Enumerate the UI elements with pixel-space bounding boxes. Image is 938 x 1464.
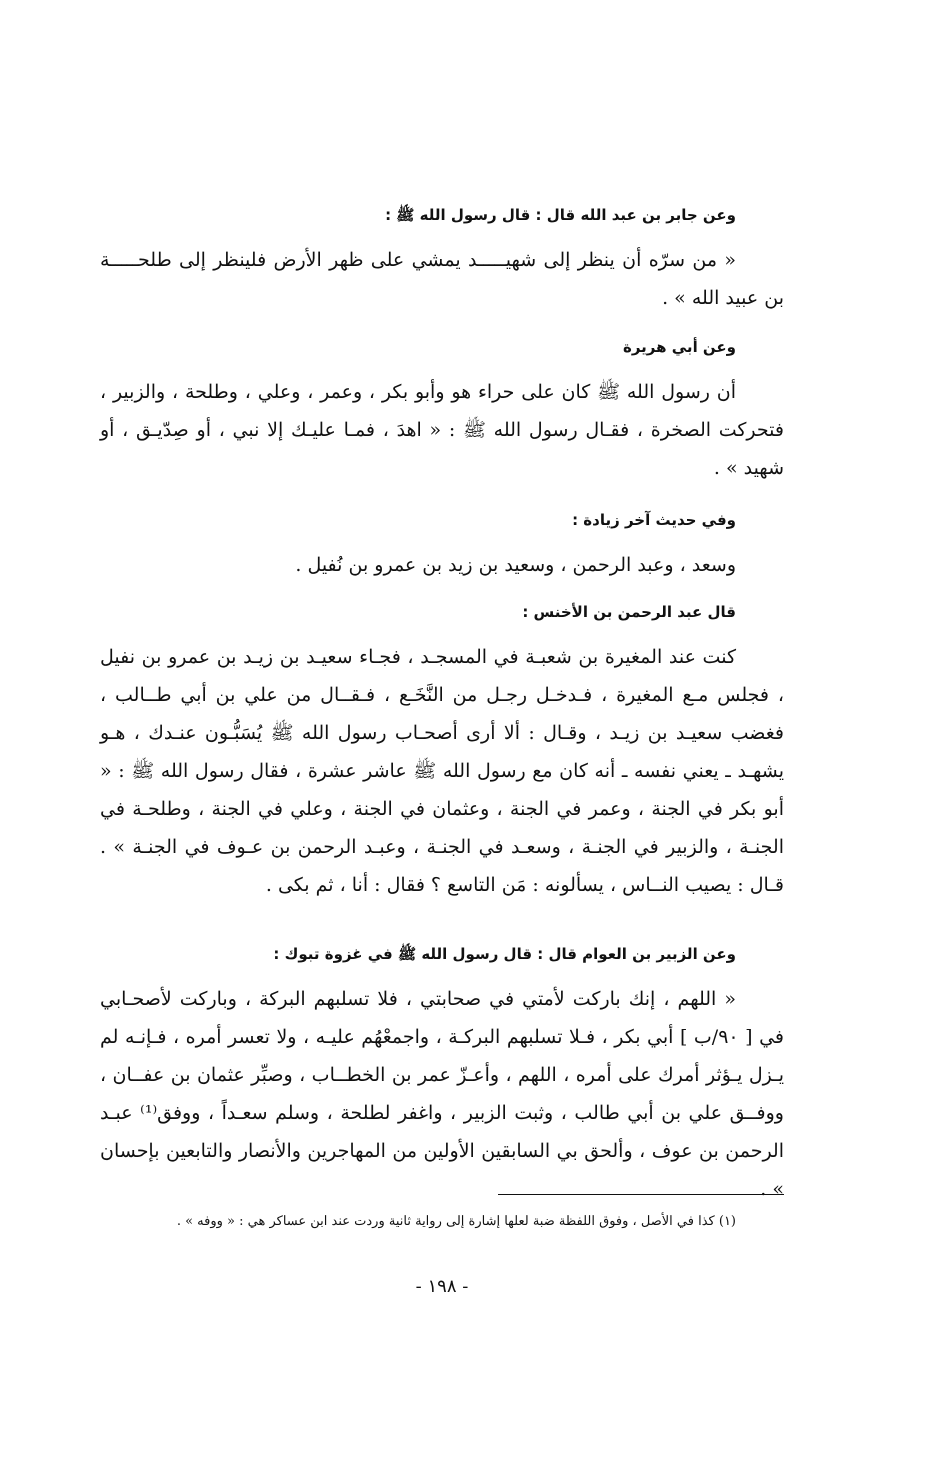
section-text: وسعد ، وعبد الرحمن ، وسعيد بن زيد بن عمرو بن نُفيل . <box>295 554 736 576</box>
footnote-divider <box>498 1194 784 1195</box>
section-text: « من سرّه أن ينظر إلى شهيـــــد يمشي على ظهر الأرض فلينظر إلى طلحـــــة بن عبيد الله » . <box>100 249 784 309</box>
section-text: كنت عند المغيرة بن شعبـة في المسجـد ، فجـاء سعيـد بن زيـد بن عمرو بن نفيل ، فجلس مـع المغيرة ، فـدخـل رجـل من النَّخَـع ، فـقــال من علي بن أبي طــالب ، فغضب سعيـد بن زيـد ، وقـال : ألا أرى أصحـاب رسول الله ﷺ يُسَبُّـون عنـدك ، هـو يشهـد ـ يعني نفسه ـ أنه كان مع رسول الله ﷺ عاشر عشرة ، فقال رسول الله ﷺ : « أبو بكر في الجنة ، وعمر في الجنة ، وعثمان في الجنة ، وعلي في الجنة ، وطلحـة في الجنـة ، والزبير في الجنـة ، وسعـد في الجنـة ، وعبـد الرحمن بن عـوف في الجنـة » . قـال : يصيب النــاس ، يسألونه : مَن التاسع ؟ فقال : أنا ، ثم بكى . <box>100 646 784 896</box>
section-heading: وعن أبي هريرة <box>622 338 736 356</box>
page-number: - ١٩٨ - <box>415 1276 469 1297</box>
section-heading: قال عبد الرحمن بن الأخنس : <box>522 603 736 621</box>
section-abd-al-rahman <box>100 602 784 904</box>
section-text: أن رسول الله ﷺ كان على حراء هو وأبو بكر ، وعمر ، وعلي ، وطلحة ، والزبير ، فتحركت الصخرة ، فقـال رسول الله ﷺ : « اهدَ ، فمـا عليـك إلا نبي ، أو صِدّيـق ، أو شهيد » . <box>100 381 784 479</box>
section-additional-hadith <box>100 510 784 584</box>
section-jabir <box>100 205 784 317</box>
section-heading: وعن جابر بن عبد الله قال : قال رسول الله ﷺ : <box>385 206 736 224</box>
section-heading: وعن الزبير بن العوام قال : قال رسول الله ﷺ في غزوة تبوك : <box>273 945 736 963</box>
section-abu-hurayra <box>100 337 784 487</box>
footnote: (١) كذا في الأصل ، وفوق اللفظة ضبة لعلها إشارة إلى رواية ثانية وردت عند ابن عساكر هي : « ووفه » . <box>176 1214 736 1229</box>
section-heading: وفي حديث آخر زيادة : <box>572 511 736 529</box>
section-text: « اللهم ، إنك باركت لأمتي في صحابتي ، فلا تسلبهم البركة ، وباركت لأصحـابي في [ ٩٠/ب ] أبي بكر ، فـلا تسلبهم البركـة ، واجمعْهُم عليـه ، ولا تعسر أمره ، فـإنـه لم يـزل يـؤثر أمرك على أمره ، اللهم ، وأعـزّ عمر بن الخطــاب ، وصبِّر عثمان بن عفــان ، ووفــق علي بن أبي طالب ، وثبت الزبير ، واغفر لطلحة ، وسلم سعـداً ، ووفق⁽¹⁾ عبـد الرحمن بن عوف ، وألحق بي السابقين الأولين من المهاجرين والأنصار والتابعين بإحسان » . <box>100 988 784 1200</box>
section-zubayr <box>100 944 784 1208</box>
book-page <box>100 0 784 1464</box>
